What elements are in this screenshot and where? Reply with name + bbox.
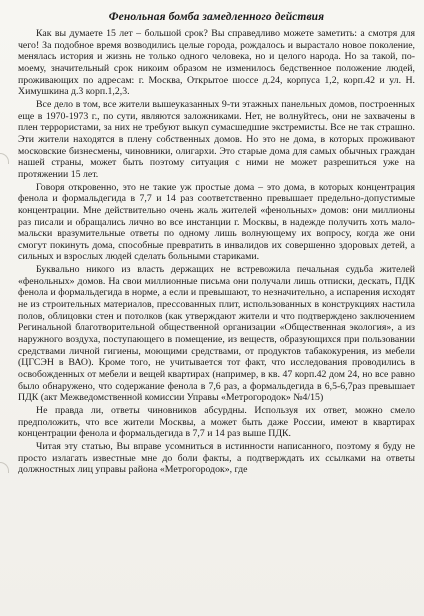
paragraph: Читая эту статью, Вы вправе усомниться в истинности написанного, поэтому я буду не просто излагать известные мне до боли факты, а подтверждать их ссылками на ответы должностных лиц управы района «Метрогородок», где xyxy=(18,440,415,476)
punch-hole-mark xyxy=(0,153,9,164)
paragraph: Не правда ли, ответы чиновников абсурдны. Используя их ответ, можно смело предположить, что все жители Москвы, а может быть даже России, имеют в квартирах концентрации фенола и формальдегида в 7,7 и 14 раз выше ПДК. xyxy=(18,405,415,440)
punch-hole-mark xyxy=(0,462,9,473)
paragraph: Все дело в том, все жители вышеуказанных 9-ти этажных панельных домов, построенных еще в 1970-1973 г., по сути, являются заложниками. Нет, не волнуйтесь, они не захвачены в плен террористами, за них не требуют выкуп сумасшедшие экстремисты. Все не так страшно. Эти жители находятся в плену собственных домов. Но это не дома, в которых проживают московские бизнесмены, чиновники, олигархи. Это старые дома для самых обычных граждан нашей страны, может быть поэтому ситуация с ними не может разрешиться уже на протяжении 15 лет. xyxy=(18,98,415,180)
paragraph: Говоря откровенно, это не такие уж простые дома – это дома, в которых концентрация фенола и формальдегида в 7,7 и 14 раз соответственно превышает предельно-допустимые концентрации. Мне действительно очень жаль жителей «фенольных» домов: они миллионы раз писали и обращались лично во все инстанции г. Москвы, в надежде получить хоть мало-мальски вразумительные ответы по одному лишь волнующему их вопросу, когда же они смогут покинуть дома, способные превратить в инвалидов их совершенно здоровых детей, а сильных и взрослых людей сделать больными стариками. xyxy=(18,181,415,263)
article-title: Фенольная бомба замедленного действия xyxy=(108,11,325,23)
paragraph: Как вы думаете 15 лет – большой срок? Вы справедливо можете заметить: а смотря для чего! За подобное время возводились целые города, рождалось и вырастало новое поколение, менялась история и жизнь не только одного человека, но и целого народа. Но за такой, по-моему, значительный срок никоим образом не изменилось бедственное положение людей, проживающих по адресам: г. Москва, Открытое шоссе д.24, корпуса 1,2, корп.42 и ул. Н. Химушкина д.3 корп.1,2,3. xyxy=(18,28,415,98)
paragraph: Буквально никого из власть держащих не встревожила печальная судьба жителей «фенольных» домов. На свои миллионные письма они получали лишь отписки, дескать, ПДК фенола и формальдегида в норме, а если и превышают, то незначительно, а испарения исходят не из строительных материалов, прессованных плит, использованных в конструкциях настила полов, облицовки стен и потолков (как утверждают жители и что подтверждено заключением Регинальной благотворительной общественной организации «Общественная экология», а из наружного воздуха, поступающего в помещение, из веществ, образующихся при пользовании средствами личной гигиены, моющими средствами, от продуктов табакокурения, из мебели (ЦГСЭН в ВАО). Кроме того, не учитывается тот факт, что исследования проводились в освобожденных от мебели и вещей квартирах (например, в кв. 47 корп.42 дом 24, но все равно было обнаружено, что содержание фенола в 7,6 раз, а формальдегида в 6,5-6,7раз превышает ПДК (акт Межведомственной комиссии Управы «Метрогородок» №4/15) xyxy=(18,264,415,404)
